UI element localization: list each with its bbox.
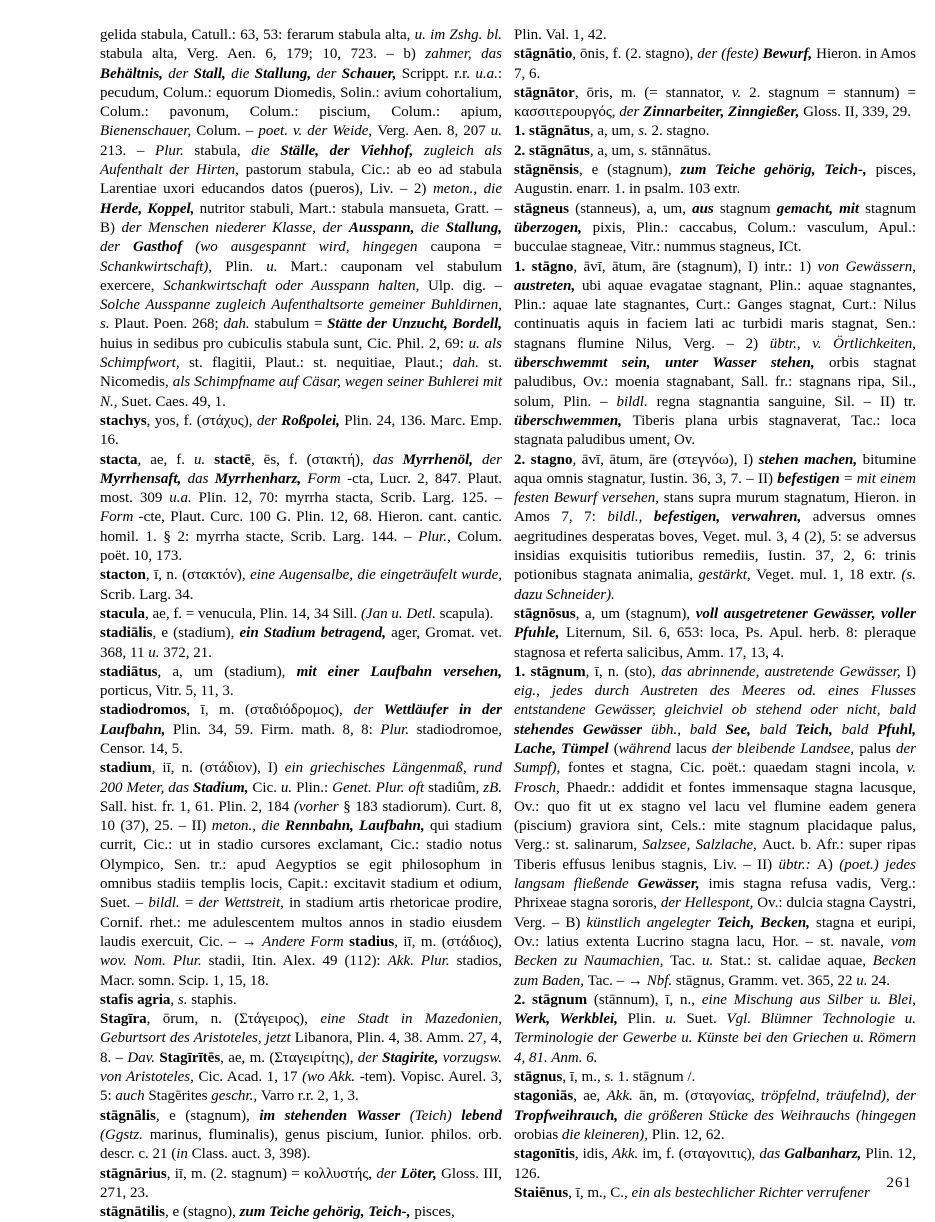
entry-stagno-1: 1. stāgno, āvī, ātum, āre (stagnum), I) intr.: 1) von Gewässern, austreten, ubi aquae evagatae stagnant, Plin.: aquae stagnantes, Plin.: aquae late stagnantes, Curt.: Ganges stagnat, Curt.: Nilus continuatis aquis in faciem lati ac turbidi maris stagnat, Sen.: stagnans flumine Nilus, Verg. – 2) übtr., v. Örtlichkeiten, überschwemmt sein, unter Wasser stehen, orbis stagnat paludibus, Ov.: moenia stagnabant, Sall. fr.: stagnans ripa, Sil., solum, Plin. – bildl. regna stagnantia sanguine, Sil. – II) tr. überschwemmen, Tiberis plana urbis stagnaverat, Tac.: loca stagnata paludibus ument, Ov. bbox=[514, 258, 917, 449]
entry-stagnatus-2: 2. stāgnātus, a, um, s. stānnātus. bbox=[514, 142, 712, 159]
entry-stabulum-continuation: gelida stabula, Catull.: 63, 53: ferarum stabula alta, u. im Zshg. bl. stabula alta, Verg. Aen. 6, 179; 10, 723. – b) zahmer, das Behältnis, der Stall, die Stallung, der Schauer, Scrippt. r.r. u.a.: pecudum, Colum.: equorum Diomedis, Solin.: avium cohortalium, Colum.: pavonum, Colum.: piscium, Colum.: apium, Bienenschauer, Colum. – poet. v. der Weide, Verg. Aen. 8, 207 u. 213. – Plur. stabula, die Ställe, der Viehhof, zugleich als Aufenthalt der Hirten, pastorum stabula, Cic.: ab eo ad stabula Larentiae uxori educandos datos (pueros), Liv. – 2) meton., die Herde, Koppel, nutritor stabuli, Mart.: stabula mansueta, Gratt. – B) der Menschen niederer Klasse, der Ausspann, die Stallung, der Gasthof (wo ausgespannt wird, hingegen caupona = Schankwirtschaft), Plin. u. Mart.: cauponam vel stabulum exercere, Schankwirtschaft oder Ausspann halten, Ulp. dig. – Solche Ausspanne zugleich Aufenthaltsorte gemeiner Buhldirnen, s. Plaut. Poen. 268; dah. stabulum = Stätte der Unzucht, Bordell, huius in sedibus pro cubiculis stabula sunt, Cic. Phil. 2, 69: u. als Schimpfwort, st. flagitii, Plaut.: st. nequitiae, Plaut.; dah. st. Nicomedis, als Schimpfname auf Cäsar, wegen seiner Buhlerei mit N., Suet. Caes. 49, 1. bbox=[100, 27, 503, 410]
entry-stachys: stachys, yos, f. (στάχυς), der Roßpolei, Plin. 24, 136. Marc. Emp. 16. bbox=[100, 412, 503, 449]
entry-stacta: stacta, ae, f. u. stactē, ēs, f. (στακτή), das Myrrhenöl, der Myrrhensaft, das Myrrhenharz, Form -cta, Lucr. 2, 847. Plaut. most. 309 u.a. Plin. 12, 70: myrrha stacta, Scrib. Larg. 125. – Form -cte, Plaut. Curc. 100 G. Plin. 12, 68. Hieron. cant. cantic. homil. 1. § 2: myrrha stacte, Scrib. Larg. 144. – Plur., Colum. poët. 10, 173. bbox=[100, 451, 503, 565]
entry-stagneus: stāgneus (stanneus), a, um, aus stagnum gemacht, mit stagnum überzogen, pixis, Plin.: caccabus, Colum.: vasculum, Apul.: bucculae stagneae, Vitr.: nummus stagneus, ICt. bbox=[514, 200, 916, 256]
entry-stacula: stacula, ae, f. = venucula, Plin. 14, 34 Sill. (Jan u. Detl. scapula). bbox=[100, 605, 494, 622]
entry-stadiodromos: stadiodromos, ī, m. (σταδιόδρομος), der Wettläufer in der Laufbahn, Plin. 34, 59. Firm. math. 8, 8: Plur. stadiodromoe, Censor. 14, 5. bbox=[100, 702, 502, 757]
page-number: 261 bbox=[886, 1175, 912, 1191]
entry-stadialis: stadiālis, e (stadium), ein Stadium betragend, ager, Gromat. vet. 368, 11 u. 372, 21. bbox=[100, 625, 502, 661]
entry-stagnalis: stāgnālis, e (stagnum), im stehenden Wasser (Teich) lebend (Ggstz. marinus, fluminalis), genus piscium, Iunior. philos. orb. descr. c. 21 (in Class. auct. 3, 398). bbox=[100, 1107, 503, 1163]
entry-stagnus: stāgnus, ī, m., s. 1. stāgnum /. bbox=[514, 1069, 696, 1086]
entry-stadium: stadium, iī, n. (στάδιον), I) ein griechisches Längenmaß, rund 200 Meter, das Stadium, Cic. u. Plin.: Genet. Plur. oft stadiûm, zB. Sall. hist. fr. 1, 61. Plin. 2, 184 (vorher § 183 stadiorum). Curt. 8, 10 (37), 25. – II) meton., die Rennbahn, Laufbahn, qui stadium currit, Cic.: ut in stadio cursores exclamant, Cic.: stadio notus Olympico, Sen. tr.: apud Aegyptios se egit philosophum in omnibus stadiis templis locis, Capit.: excitavit stadium et odium, Suet. – bildl. = der Wettstreit, in stadium artis rhetoricae prodire, Cornif. rhet.: me adulescentem multos annos in stadio eiusdem laudis exercuit, Cic. – → Andere Form stadius, iī, m. (στάδιος), wov. Nom. Plur. stadii, Itin. Alex. 49 (112): Akk. Plur. stadios, Macr. somn. Scip. 1, 15, 18. bbox=[100, 760, 503, 989]
entry-stacton: stacton, ī, n. (στακτόν), eine Augensalbe, die eingeträufelt wurde, Scrib. Larg. 34. bbox=[100, 567, 502, 603]
entry-stagnatio: stāgnātio, ōnis, f. (2. stagno), der (feste) Bewurf, Hieron. in Amos 7, 6. bbox=[514, 46, 917, 82]
column-right bbox=[514, 26, 916, 1222]
entry-stagonias: stagoniās, ae, Akk. ān, m. (σταγονίας, tröpfelnd, träufelnd), der Tropfweihrauch, die größeren Stücke des Weihrauchs (hingegen orobias die kleineren), Plin. 12, 62. bbox=[514, 1088, 916, 1143]
entry-stagnatilis: stāgnātilis, e (stagno), zum Teiche gehörig, Teich-, pisces, bbox=[100, 1204, 455, 1221]
entry-stafis-agria: stafis agria, s. staphis. bbox=[100, 991, 237, 1008]
entry-stagno-2: 2. stagno, āvī, ātum, āre (στεγνόω), I) stehen machen, bitumine aqua omnis stagnatur, Iustin. 36, 3, 7. – II) befestigen = mit einem festen Bewurf versehen, stans supra murum stagnatum, Hieron. in Amos 7, 7: bildl., befestigen, verwahren, adversus omnes aegritudines desperatas boves, Veget. mul. 3, 4 (2), 5: se adversus insidias exquisitis tutioribus remediis, Iustin. 37, 2, 6: trinis potionibus stagnata animalia, gestärkt, Veget. mul. 1, 18 extr. (s. dazu Schneider). bbox=[514, 451, 917, 603]
entry-stagnator: stāgnātor, ōris, m. (= stannator, v. 2. stagnum = stannum) = κασσιτερουργός, der Zinnarbeiter, Zinngießer, Gloss. II, 339, 29. bbox=[514, 84, 917, 121]
text-columns bbox=[100, 26, 916, 1222]
entry-stagira: Stagīra, ōrum, n. (Στάγειρος), eine Stadt in Mazedonien, Geburtsort des Aristoteles, jetzt Libanora, Plin. 4, 38. Amm. 27, 4, 8. – Dav. Stagīrītēs, ae, m. (Σταγειρίτης), der Stagirite, vorzugsw. von Aristoteles, Cic. Acad. 1, 17 (wo Akk. -tem). Vopisc. Aurel. 3, 5: auch Stagērites geschr., Varro r.r. 2, 1, 3. bbox=[100, 1011, 502, 1105]
entry-stagnensis: stāgnēnsis, e (stagnum), zum Teiche gehörig, Teich-, pisces, Augustin. enarr. 1. in psalm. 103 extr. bbox=[514, 162, 916, 198]
entry-staienus: Staiēnus, ī, m., C., ein als bestechlicher Richter verrufener bbox=[514, 1184, 870, 1201]
entry-stagnatilis-continuation: Plin. Val. 1, 42. bbox=[514, 27, 607, 43]
entry-stagnum-1: 1. stāgnum, ī, n. (sto), das abrinnende, austretende Gewässer, I) eig., jedes durch Austreten des Meeres od. eines Flusses entstandene Gewässer, gleichviel ob stehend oder nicht, bald stehendes Gewässer übh., bald See, bald Teich, bald Pfuhl, Lache, Tümpel (während lacus der bleibende Landsee, palus der Sumpf), fontes et stagna, Cic. poët.: quaedam stagni incola, v. Frosch, Phaedr.: addidit et fontes immensaque stagna lacusque, Ov.: quo fit ut ex stagno vel lacu vel flumine eadem genera (piscium) graviora sint, Cels.: mite stagnum placidaque palus, Verg.: st. salinarum, Salzsee, Salzlache, Auct. b. Afr.: super ripas Tiberis effusus lenibus stagnis, Liv. – II) übtr.: A) (poet.) jedes langsam fließende Gewässer, imis stagna refusa vadis, Verg.: Phrixeae stagna sororis, der Hellespont, Ov.: dulcia stagna Caystri, Verg. – B) künstlich angelegter Teich, Becken, stagna et euripi, Ov.: latius extenta Lucrino stagna lacu, Hor. – st. navale, vom Becken zu Naumachien, Tac. u. Stat.: st. calidae aquae, Becken zum Baden, Tac. – → Nbf. stāgnus, Gramm. vet. 365, 22 u. 24. bbox=[514, 663, 917, 989]
entry-stagnatus-1: 1. stāgnātus, a, um, s. 2. stagno. bbox=[514, 123, 710, 140]
entry-stagonitis: stagonītis, idis, Akk. im, f. (σταγονιτις), das Galbanharz, Plin. 12, 126. bbox=[514, 1146, 917, 1182]
entry-stagnum-2: 2. stāgnum (stānnum), ī, n., eine Mischung aus Silber u. Blei, Werk, Werkblei, Plin. u. Suet. Vgl. Blümner Technologie u. Terminologie der Gewerbe u. Künste bei den Griechen u. Römern 4, 81. Anm. 6. bbox=[514, 991, 916, 1066]
entry-stagnosus: stāgnōsus, a, um (stagnum), voll ausgetretener Gewässer, voller Pfuhle, Liternum, Sil. 6, 653: loca, Ps. Apul. herb. 8: pleraque stagnosa et referta salicibus, Amm. 17, 13, 4. bbox=[514, 605, 917, 661]
column-left bbox=[100, 26, 502, 1222]
entry-stagnarius: stāgnārius, iī, m. (2. stagnum) = κολλυστής, der Löter, Gloss. III, 271, 23. bbox=[100, 1165, 502, 1201]
entry-stadiatus: stadiātus, a, um (stadium), mit einer Laufbahn versehen, porticus, Vitr. 5, 11, 3. bbox=[100, 663, 502, 700]
